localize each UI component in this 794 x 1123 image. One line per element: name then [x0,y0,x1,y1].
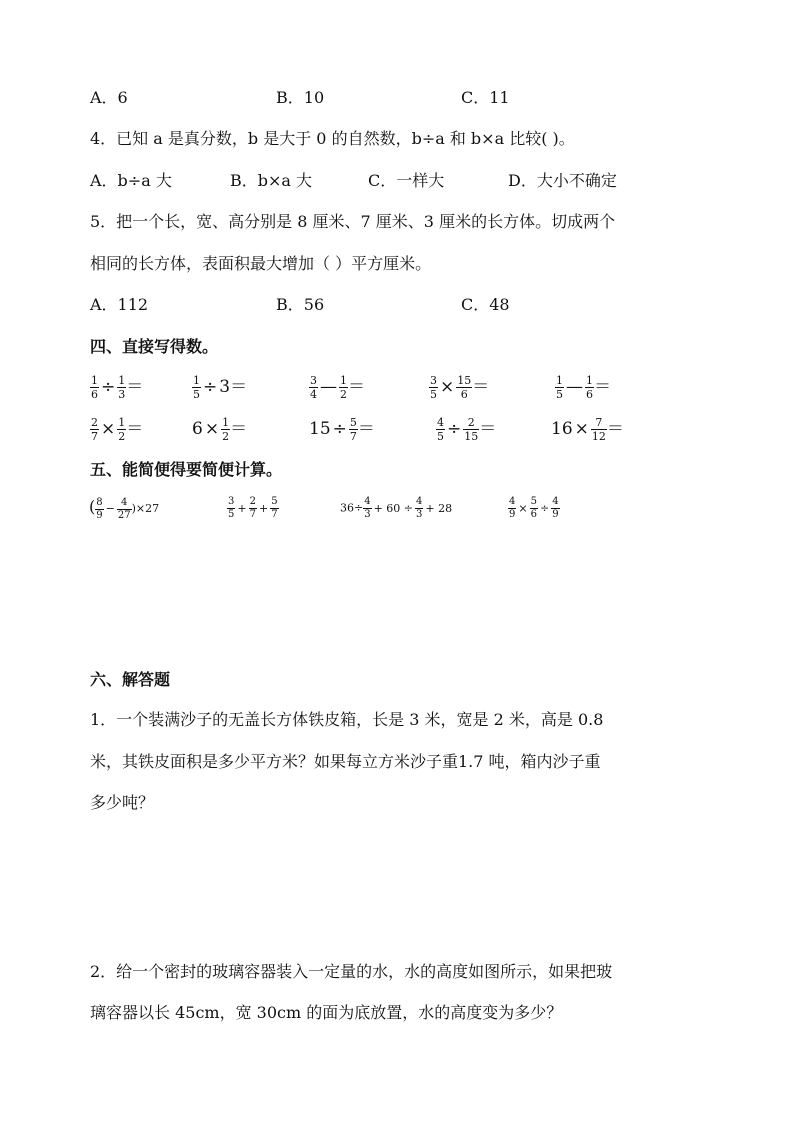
fraction: $\frac{4}{3}$ [416,496,423,520]
section-4-title: 四、直接写得数。 [90,337,219,356]
fraction: $\frac{3}{5}$ [228,496,235,520]
mental-math-item: $\frac{2}{7}$ × $\frac{1}{2}$ ＝ [91,416,144,443]
q4-option-a: A．b÷a 大 [90,171,172,190]
fraction: $\frac{1}{5}$ [193,374,200,401]
mental-math-item: 16 × $\frac{7}{12}$ ＝ [551,416,624,443]
fraction: $\frac{4}{5}$ [437,416,444,443]
q4-option-d: D．大小不确定 [508,171,617,190]
simplify-expression-3: 36÷ $\frac{4}{3}$ + 60 ÷ $\frac{4}{3}$ + 28 [340,496,453,520]
fraction: $\frac{4}{27}$ [117,496,131,521]
mental-math-item: $\frac{1}{6}$ ÷ $\frac{1}{3}$ ＝ [91,374,144,401]
q4-option-c: C．一样大 [368,171,445,190]
q4-stem: 4．已知 a 是真分数，b 是大于 0 的自然数，b÷a 和 b×a 比较( )。 [90,129,575,148]
fraction: $\frac{3}{5}$ [430,374,437,401]
mental-math-item: $\frac{1}{5}$ — $\frac{1}{6}$ ＝ [556,374,611,401]
fraction: $\frac{5}{7}$ [349,416,357,443]
q5-line-1: 5．把一个长，宽、高分别是 8 厘米、7 厘米、3 厘米的长方体。切成两个 [90,212,616,231]
fraction: $\frac{5}{6}$ [530,496,537,520]
problem-2-line-1: 2．给一个密封的玻璃容器装入一定量的水，水的高度如图所示，如果把玻 [90,962,613,981]
q3-option-a: A．6 [90,88,128,107]
fraction: $\frac{7}{12}$ [591,416,606,443]
fraction: $\frac{2}{7}$ [249,496,256,520]
fraction: $\frac{1}{6}$ [586,374,593,401]
fraction: $\frac{1}{2}$ [340,374,347,401]
fraction: $\frac{4}{9}$ [552,496,559,520]
mental-math-item: $\frac{4}{5}$ ÷ $\frac{2}{15}$ ＝ [437,416,497,443]
q5-option-b: B．56 [276,295,325,314]
section-6-title: 六、解答题 [90,670,171,689]
fraction: $\frac{2}{15}$ [464,416,479,443]
fraction: $\frac{15}{6}$ [457,374,472,401]
mental-math-item: 15 ÷ $\frac{5}{7}$ ＝ [309,416,375,443]
fraction: $\frac{2}{7}$ [91,416,98,443]
fraction: $\frac{8}{9}$ [96,496,103,521]
problem-1-line-1: 1．一个装满沙子的无盖长方体铁皮箱，长是 3 米，宽是 2 米，高是 0.8 [90,710,604,729]
mental-math-item: $\frac{3}{5}$ × $\frac{15}{6}$ ＝ [430,374,490,401]
section-5-title: 五、能简便得要简便计算。 [90,460,283,479]
q3-option-c: C．11 [461,88,510,107]
fraction: $\frac{1}{6}$ [91,374,98,401]
fraction: $\frac{4}{3}$ [364,496,371,520]
fraction: $\frac{4}{9}$ [509,496,516,520]
mental-math-item: $\frac{3}{4}$ — $\frac{1}{2}$ ＝ [310,374,365,401]
q5-line-2: 相同的长方体，表面积最大增加（ ）平方厘米。 [90,254,432,273]
q5-option-c: C．48 [461,295,510,314]
q4-option-b: B．b×a 大 [230,171,313,190]
problem-1-line-3: 多少吨？ [90,793,155,812]
problem-1-line-2: 米，其铁皮面积是多少平方米？如果每立方米沙子重1.7 吨，箱内沙子重 [90,752,601,771]
q5-option-a: A．112 [90,295,149,314]
simplify-expression-1: ( $\frac{8}{9}$ − $\frac{4}{27}$ )×27 [89,496,160,521]
simplify-expression-4: $\frac{4}{9}$ × $\frac{5}{6}$ ÷ $\frac{4}{9}$ [509,496,559,520]
fraction: $\frac{1}{3}$ [118,374,126,401]
fraction: $\frac{1}{5}$ [556,374,563,401]
fraction: $\frac{1}{2}$ [222,416,230,443]
simplify-expression-2: $\frac{3}{5}$ + $\frac{2}{7}$ + $\frac{5}{7}$ [228,496,278,520]
mental-math-item: 6 × $\frac{1}{2}$ ＝ [192,416,248,443]
fraction: $\frac{5}{7}$ [271,496,278,520]
q3-option-b: B．10 [276,88,325,107]
mental-math-item: $\frac{1}{5}$ ÷ 3＝ [193,374,248,401]
problem-2-line-2: 璃容器以长 45cm，宽 30cm 的面为底放置，水的高度变为多少？ [90,1003,563,1022]
fraction: $\frac{3}{4}$ [310,374,317,401]
fraction: $\frac{1}{2}$ [118,416,126,443]
